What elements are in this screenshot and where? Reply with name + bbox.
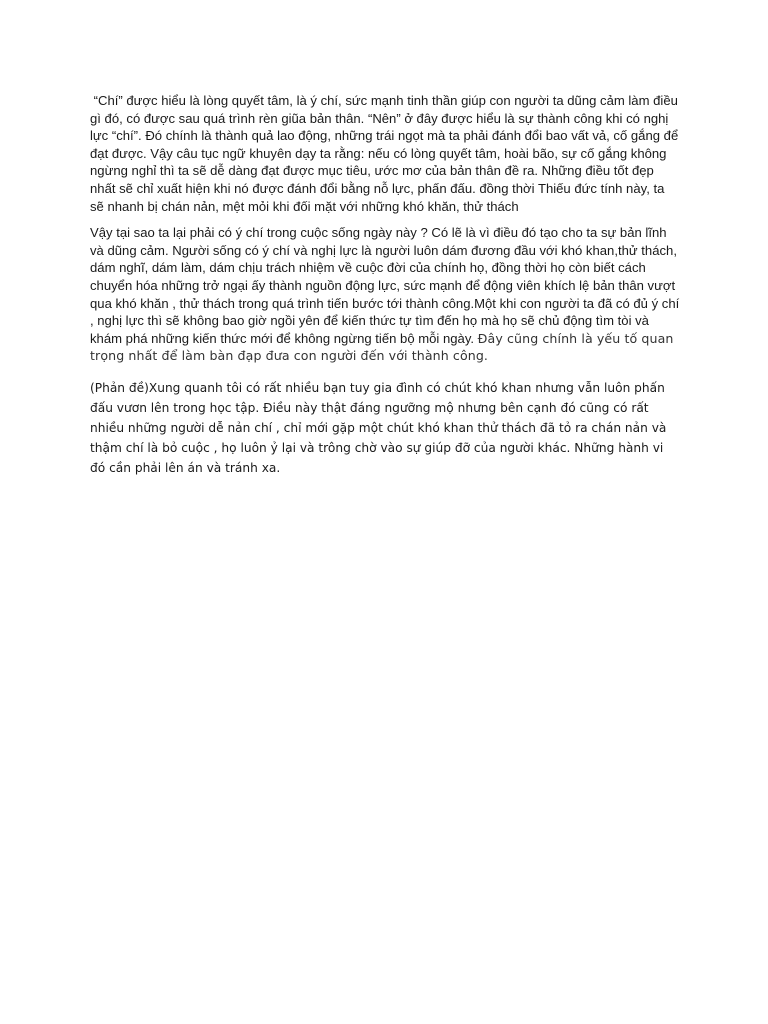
paragraph-chi-definition: [90, 92, 680, 215]
paragraph-2-tail-text: Đây cũng chính là yếu tố quan trọng nhất để làm bàn đạp đưa con người đến với thành công.: [90, 330, 674, 364]
paragraph-3-text: (Phản đề)Xung quanh tôi có rất nhiều bạn tuy gia đình có chút khó khan nhưng vẫn luôn phấn đấu vươn lên trong học tập. Điều này thật đáng ngưỡng mộ nhưng bên cạnh đó cũng có rất nhiều những người dễ nản chí , chỉ mới gặp một chút khó khan thử thách đã tỏ ra chán nản và thậm chí là bỏ cuộc , họ luôn ỷ lại và trông chờ vào sự giúp đỡ của người khác. Những hành vi đó cần phải lên án và tránh xa.: [90, 380, 667, 475]
document-body: [90, 92, 680, 478]
paragraph-2-main-text: Vậy tại sao ta lại phải có ý chí trong cuộc sống ngày này ? Có lẽ là vì điều đó tạo cho ta sự bản lĩnh và dũng cảm. Người sống có ý chí và nghị lực là người luôn dám đương đầu với khó khan,thử thách, dám nghĩ, dám làm, dám chịu trách nhiệm về cuộc đời của chính họ, đồng thời họ còn biết cách chuyển hóa những trở ngại ấy thành nguồn động lực, sức mạnh để động viên khích lệ bản thân vượt qua khó khăn , thử thách trong quá trình tiến bước tới thành công.Một khi con người ta đã có đủ ý chí , nghị lực thì sẽ không bao giờ ngồi yên để kiến thức tự tìm đến họ mà họ sẽ chủ động tìm tòi và khám phá những kiến thức mới để không ngừng tiến bộ mỗi ngày.: [90, 225, 680, 346]
paragraph-counterargument: [90, 378, 680, 478]
paragraph-1-text: “Chí” được hiểu là lòng quyết tâm, là ý chí, sức mạnh tinh thần giúp con người ta dũng cảm làm điều gì đó, có được sau quá trình rèn giũa bản thân. “Nên” ở đây được hiểu là sự thành công khi có nghị lực “chí”. Đó chính là thành quả lao động, những trái ngọt mà ta phải đánh đổi bao vất vả, cố gắng để đạt được. Vậy câu tục ngữ khuyên dạy ta rằng: nếu có lòng quyết tâm, hoài bão, sự cố gắng không ngừng nghỉ thì ta sẽ dễ dàng đạt được mục tiêu, ước mơ của bản thân đề ra. Những điều tốt đẹp nhất sẽ chỉ xuất hiện khi nó được đánh đổi bằng nỗ lực, phấn đấu. đồng thời Thiếu đức tính này, ta sẽ nhanh bị chán nản, mệt mỏi khi đối mặt với những khó khăn, thử thách: [90, 93, 679, 214]
paragraph-why-willpower: [90, 224, 680, 365]
